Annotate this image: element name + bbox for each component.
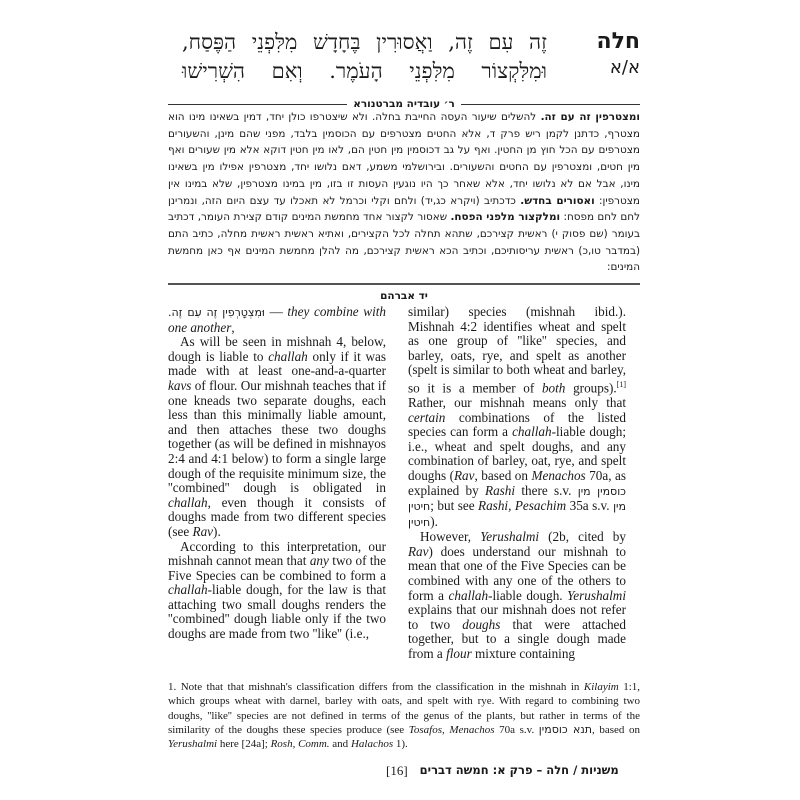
- mishnah-line: וּמִלִּקְצוֹר מִלִּפְנֵי הָעֹמֶר. וְאִם הִשְׁרִישׁוּ: [182, 59, 547, 83]
- commentary-paragraph: According to this interpretation, our mishnah cannot mean that any two of the Five Species can be combined to form a challah-liable dough, for the law is that attaching two small doughs renders the ''combined'' dough liable only if the two doughs are made from two ''like'' (i.e.,: [168, 538, 386, 642]
- mishnah-line: זֶה עִם זֶה, וַאֲסוּרִין בֶּחָדָשׁ מִלִּפְנֵי הַפֶּסַח,: [182, 30, 547, 54]
- yad-avraham-title: יד אברהם: [380, 290, 428, 302]
- dibbur-hamaschil: ומלקצור מלפני הפסח.: [450, 211, 561, 224]
- commentary-column-left: [168, 305, 386, 642]
- commentary-paragraph: similar) species (mishnah ibid.). Mishnah 4:2 identifies wheat and spelt as one group of ''like'' species, and barley, oats, rye, and spelt as another (spelt is similar to both wheat and barley, so it is a member of both groups).[1] Rather, our mishnah means only that certain combinations of the listed species can form a challah-liable dough; i.e., wheat and spelt doughs, and any combination of barley, oat, rye, and spelt doughs (Rav, based on Menachos 70a, as explained by Rashi there s.v. כוסמין מין חיטין; but see Rashi, Pesachim 35a s.v. מין חיטין).: [408, 304, 627, 529]
- mishnah-section: [168, 28, 640, 98]
- commentary-paragraph: However, Yerushalmi (2b, cited by Rav) does understand our mishnah to mean that one of the Five Species can be combined with any one of the others to form a challah-liable dough. Yerushalmi explains that our mishnah does not refer to two doughs that were attached together, but to a single dough made from a flour mixture containing: [408, 529, 626, 662]
- book-page: [168, 0, 640, 800]
- bartenura-commentary: ומצטרפין זה עם זה. להשלים שיעור העסה החייבת בחלה. ולא שיצטרפו כולן יחד, דמין בשאינו מינו הוא מצטרף, כדתנן לקמן ריש פרק ד, אלא החטים מצטרפים עם הכוסמין בלבד, מפני שהם מינן, והשעורים מצטרפים עם הכל חוץ מן החטין. ואף על גב דכוסמין מין חטין הם, לאו מין חטין דוקא אלא מין שעורים ואף מין חטים, ומצטרפין עם החטים והשעורים. ובירושלמי משמע, דאם נלושו יחד, מצטרפין אפילו מין בשאינו מינו, אבל אם לא נלושו יחד, אלא שאחר כך היו נוגעין העסות זו בזו, מין במינו מצטרפין, שלא במינו אין מצטרפין: ואסורים בחדש. כדכתיב (ויקרא כג,יד) ולחם וקלי וכרמל לא תאכלו עד עצם היום הזה, ונמרינן לחם לחם מפסח: ומלקצור מלפני הפסח. שאסור לקצור אחד מחמשת המינים קודם קצירת העומר, דכתיב בעומר (שם פסוק י) ראשית קצירכם, שתהא תחלה לכל הקצירים, ואתיא ראשית ראשית מחלה, כתיב התם (במדבר טו,כ) ראשית עריסותיכם, וכתיב הכא ראשית קצירכם, מה להלן מחמשת המינים אף כאן מחמשת המינים:: [168, 111, 640, 274]
- footnote: 1. Note that that mishnah's classification differs from the classification in the mishnah in Kilayim 1:1, which groups wheat with darnel, barley with oats, and spelt with rye. With regard to combining two doughs, ''like'' species are not defined in terms of the genus of the plants, but rather in terms of the similarity of the doughs these species produce (see Tosafos, Menachos 70a s.v. תנא כוסמין, based on Yerushalmi here [24a]; Rosh, Comm. and Halachos 1).: [168, 681, 641, 751]
- dibbur-hamaschil: ואסורים בחדש.: [520, 194, 595, 207]
- divider: [168, 104, 347, 105]
- divider: [461, 104, 640, 105]
- running-head: משניות / חלה – פרק א: חמשה דברים: [419, 763, 619, 777]
- page-footer: [386, 763, 640, 779]
- commentary-paragraph: As will be seen in mishnah 4, below, dough is liable to challah only if it was made with at least one-and-a-quarter kavs of flour. Our mishnah teaches that if one kneads two separate doughs, each less than this minimally liable amount, and then attaches these two doughs together (as will be defined in mishnayos 2:4 and 4:1 below) to form a single large dough of the requisite minimum size, the ''combined'' dough is obligated in challah, even though it consists of doughs made from two different species (see Rav).: [168, 334, 386, 539]
- commentary-heading: וּמִצְטָרְפִין זֶה עִם זֶה. — they combine with one another,: [168, 304, 387, 335]
- page-number: [16]: [386, 763, 408, 778]
- mishnah-text: [182, 28, 547, 86]
- commentary-column-right: [408, 305, 626, 662]
- mishnah-reference: [570, 28, 640, 80]
- tractate-name: חלה: [596, 29, 640, 54]
- dibbur-hamaschil: ומצטרפין זה עם זה.: [540, 111, 640, 123]
- footnote-marker[interactable]: [1]: [616, 379, 626, 389]
- bartenura-title: ר׳ עובדיה מברטנורא: [353, 98, 455, 110]
- chapter-mishnah-number: א/א: [609, 57, 640, 78]
- section-divider: [168, 283, 640, 285]
